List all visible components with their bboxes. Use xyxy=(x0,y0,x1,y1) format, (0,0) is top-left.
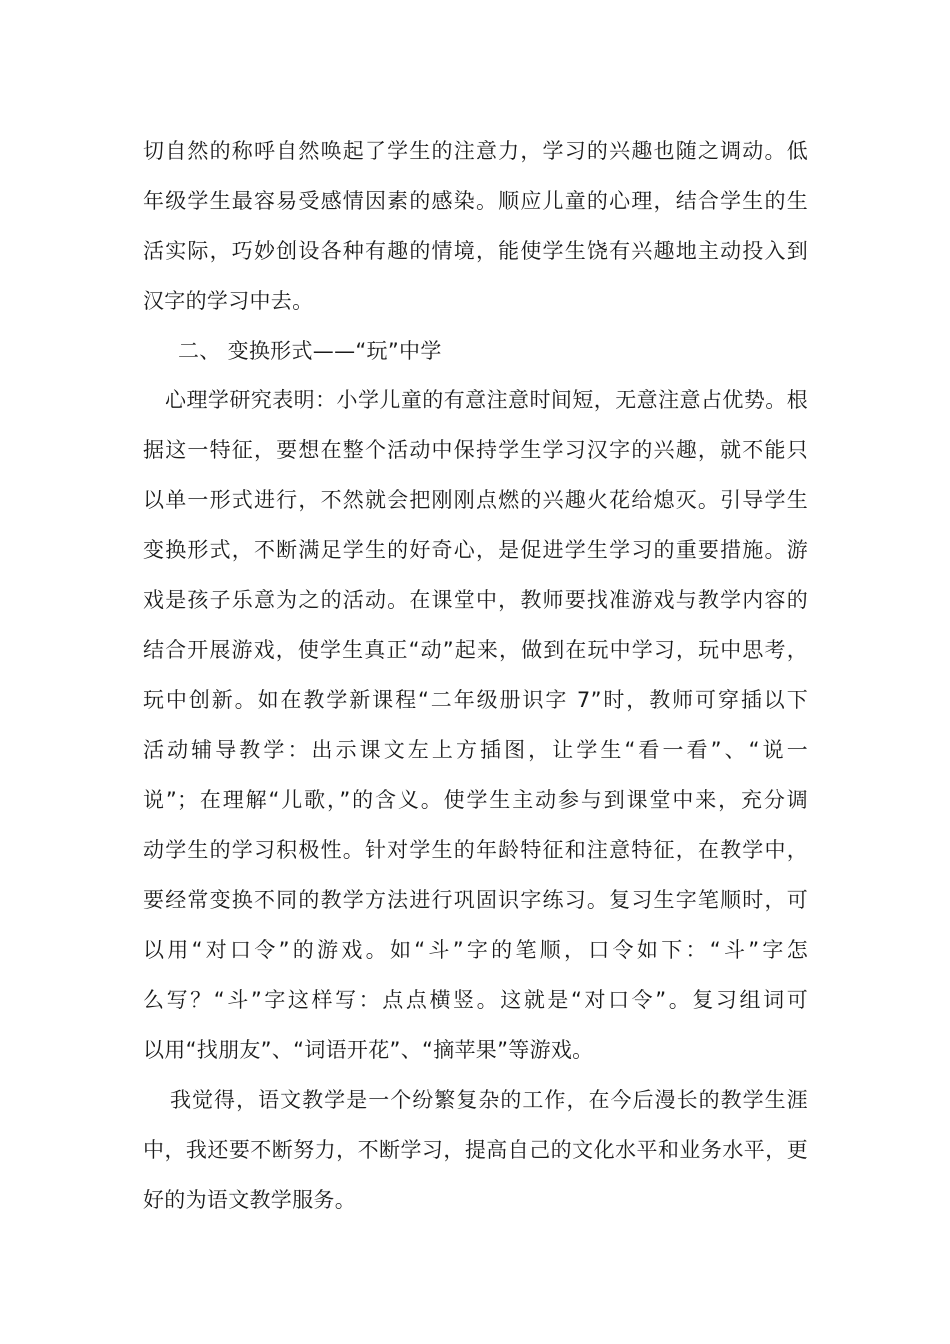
paragraph-2-line-3: 以单一形式进行，不然就会把刚刚点燃的兴趣火花给熄灭。引导学生 xyxy=(143,488,808,512)
paragraph-2-line-4: 变换形式，不断满足学生的好奇心，是促进学生学习的重要措施。游 xyxy=(143,538,808,562)
section-heading: 二、 变换形式——“玩”中学 xyxy=(178,339,442,363)
paragraph-3-line-2: 中，我还要不断努力，不断学习，提高自己的文化水平和业务水平，更 xyxy=(143,1138,808,1162)
paragraph-2-line-1: 心理学研究表明：小学儿童的有意注意时间短，无意注意占优势。根 xyxy=(165,388,808,412)
paragraph-3-line-3: 好的为语文教学服务。 xyxy=(143,1188,356,1212)
paragraph-1-line-1: 切自然的称呼自然唤起了学生的注意力，学习的兴趣也随之调动。低 xyxy=(143,139,808,163)
paragraph-2-line-10: 动学生的学习积极性。针对学生的年龄特征和注意特征，在教学中， xyxy=(143,838,808,862)
paragraph-2-line-11: 要经常变换不同的教学方法进行巩固识字练习。复习生字笔顺时，可 xyxy=(143,888,808,912)
paragraph-2-line-6: 结合开展游戏，使学生真正“动”起来，做到在玩中学习，玩中思考， xyxy=(143,638,808,662)
paragraph-2-line-5: 戏是孩子乐意为之的活动。在课堂中，教师要找准游戏与教学内容的 xyxy=(143,588,808,612)
paragraph-2-line-9: 说”；在理解“儿歌，”的含义。使学生主动参与到课堂中来，充分调 xyxy=(143,788,808,812)
paragraph-2-line-13: 么写？“斗”字这样写：点点横竖。这就是“对口令”。复习组词可 xyxy=(143,988,808,1012)
paragraph-1-line-3: 活实际，巧妙创设各种有趣的情境，能使学生饶有兴趣地主动投入到 xyxy=(143,239,808,263)
paragraph-2-line-8: 活动辅导教学：出示课文左上方插图，让学生“看一看”、“说一 xyxy=(143,738,808,762)
paragraph-1-line-2: 年级学生最容易受感情因素的感染。顺应儿童的心理，结合学生的生 xyxy=(143,189,808,213)
paragraph-2-line-7: 玩中创新。如在教学新课程“二年级册识字 7”时，教师可穿插以下 xyxy=(143,688,808,712)
paragraph-2-line-14: 以用“找朋友”、“词语开花”、“摘苹果”等游戏。 xyxy=(143,1038,594,1062)
paragraph-1-line-4: 汉字的学习中去。 xyxy=(143,289,314,313)
paragraph-2-line-12: 以用“对口令”的游戏。如“斗”字的笔顺，口令如下：“斗”字怎 xyxy=(143,938,808,962)
paragraph-3-line-1: 我觉得，语文教学是一个纷繁复杂的工作，在今后漫长的教学生涯 xyxy=(170,1088,808,1112)
paragraph-2-line-2: 据这一特征，要想在整个活动中保持学生学习汉字的兴趣，就不能只 xyxy=(143,438,808,462)
